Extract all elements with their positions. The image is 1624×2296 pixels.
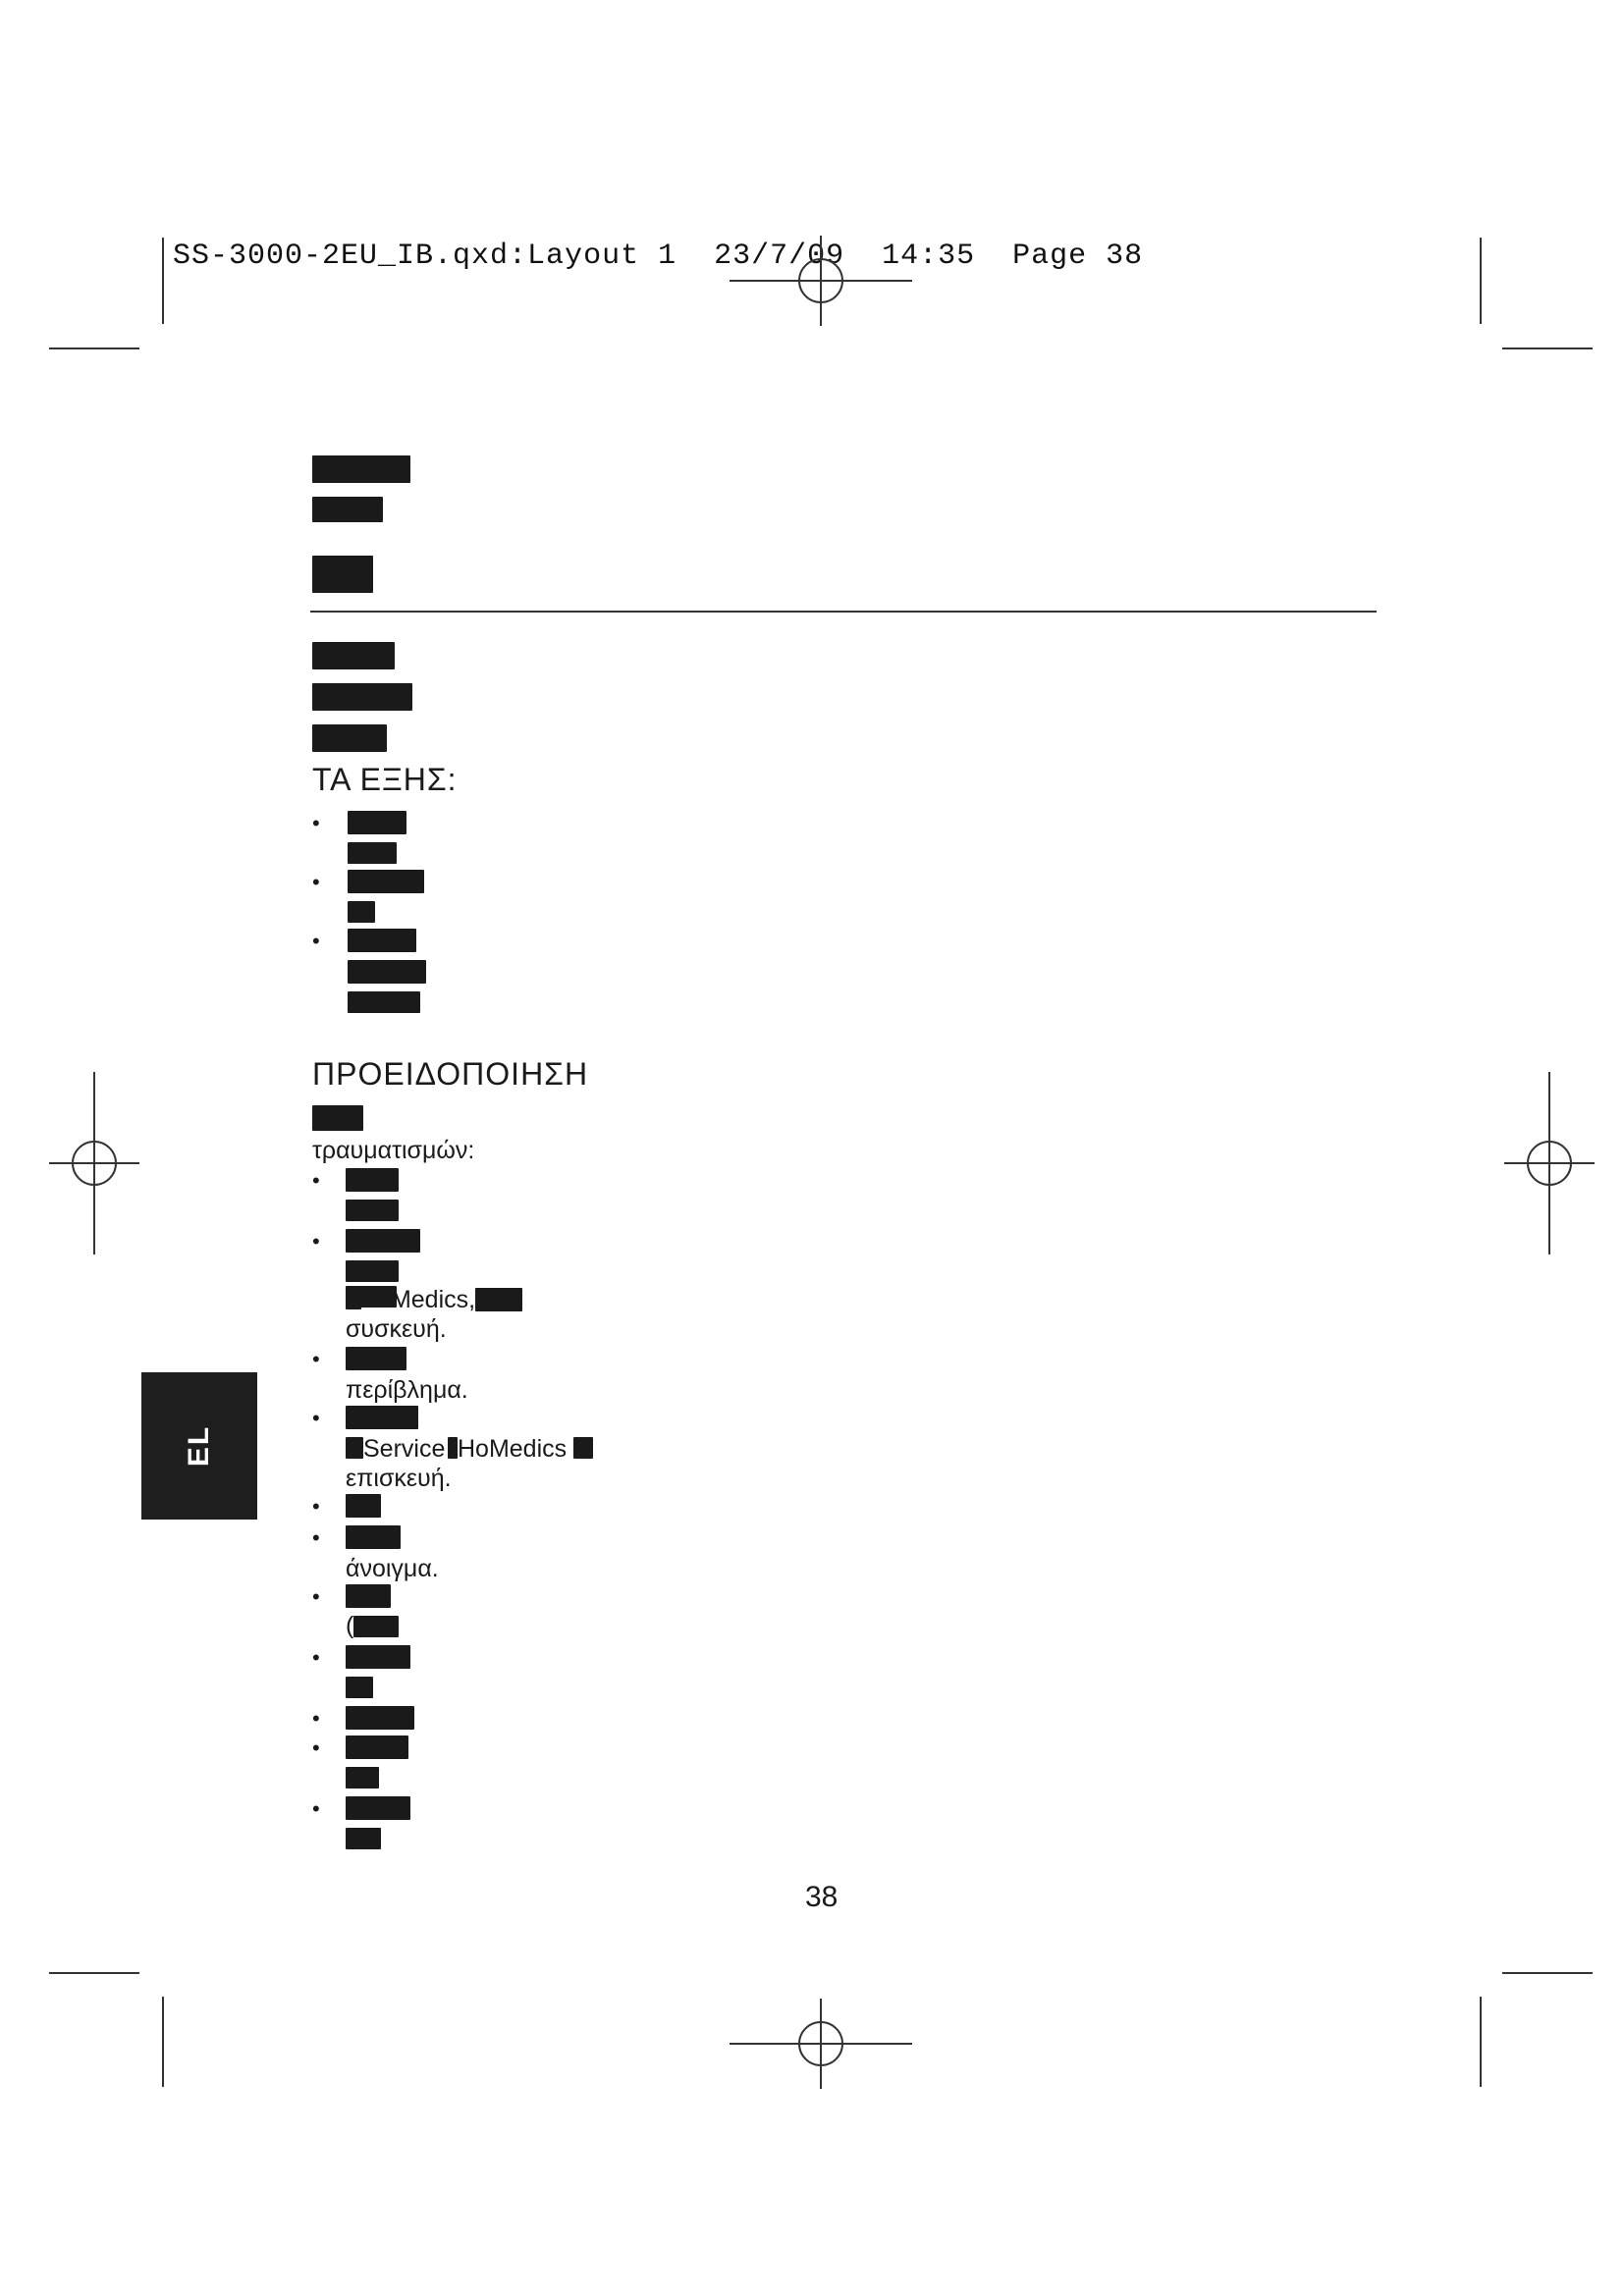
- language-tab: [141, 1372, 257, 1520]
- brand-name: HoMedics,: [359, 1286, 476, 1313]
- bullet: •: [312, 1645, 320, 1670]
- garbled-text: [346, 1437, 363, 1459]
- bullet: •: [312, 811, 320, 835]
- bullet: •: [312, 870, 320, 894]
- bullet: •: [312, 1706, 320, 1731]
- crop-mark: [49, 347, 139, 349]
- text-fragment: επισκευή.: [346, 1465, 452, 1492]
- garbled-text: [448, 1437, 458, 1459]
- garbled-text: [346, 1525, 401, 1549]
- text-fragment: συσκευή.: [346, 1315, 447, 1343]
- garbled-text: [312, 556, 373, 593]
- bullet: •: [312, 1229, 320, 1254]
- crop-mark: [1502, 1972, 1593, 1974]
- garbled-text: [346, 1229, 420, 1253]
- text-fragment: περίβλημα.: [346, 1376, 468, 1404]
- registration-mark-bottom: [730, 1999, 912, 2089]
- language-tab-label: EL: [183, 1424, 215, 1468]
- garbled-text: [348, 811, 406, 834]
- brand-name: HoMedics: [458, 1435, 568, 1463]
- bullet: •: [312, 1584, 320, 1609]
- garbled-text: [312, 683, 412, 711]
- registration-mark-right: [1504, 1072, 1595, 1255]
- crop-mark: [49, 1972, 139, 1974]
- crop-mark: [1480, 1997, 1482, 2087]
- garbled-text: [346, 1828, 381, 1849]
- text-fragment: άνοιγμα.: [346, 1555, 439, 1582]
- garbled-text: [348, 960, 426, 984]
- garbled-text: [312, 1105, 363, 1131]
- registration-mark-top: [730, 236, 912, 326]
- garbled-text: [348, 929, 416, 952]
- garbled-text: [346, 1406, 418, 1429]
- crop-mark: [162, 238, 164, 324]
- garbled-text: [346, 1260, 399, 1282]
- print-slug: SS-3000-2EU_IB.qxd:Layout 1 23/7/09 14:35 Page 38: [173, 240, 1144, 273]
- garbled-text: [348, 991, 420, 1013]
- page-number: 38: [805, 1881, 839, 1913]
- bullet: •: [312, 1494, 320, 1519]
- garbled-text: [346, 1200, 399, 1221]
- text-fragment: Service: [363, 1435, 446, 1463]
- garbled-text: [346, 1584, 391, 1608]
- text-fragment: (: [346, 1612, 354, 1639]
- garbled-text: [348, 870, 424, 893]
- intro-heading-tail: ΤΑ ΕΞΗΣ:: [312, 762, 458, 797]
- bullet: •: [312, 1796, 320, 1821]
- bullet: •: [312, 1347, 320, 1371]
- garbled-text: [348, 842, 397, 864]
- garbled-text: [573, 1437, 593, 1459]
- garbled-text: [312, 642, 395, 669]
- garbled-text: [312, 497, 383, 522]
- garbled-text: [475, 1288, 522, 1311]
- crop-mark: [1502, 347, 1593, 349]
- garbled-text: [346, 1168, 399, 1192]
- garbled-text: [353, 1616, 399, 1637]
- crop-mark: [162, 1997, 164, 2087]
- garbled-text: [346, 1796, 410, 1820]
- bullet: •: [312, 1735, 320, 1760]
- garbled-text: [346, 1645, 410, 1669]
- bullet: •: [312, 1168, 320, 1193]
- garbled-text: [346, 1347, 406, 1370]
- garbled-text: [312, 724, 387, 752]
- garbled-text: [346, 1735, 408, 1759]
- garbled-text: [346, 1494, 381, 1518]
- bullet: •: [312, 1406, 320, 1430]
- garbled-text: [348, 901, 375, 923]
- crop-mark: [1480, 238, 1482, 324]
- bullet: •: [312, 929, 320, 953]
- garbled-text: [312, 455, 410, 483]
- warning-title: ΠΡΟΕΙΔΟΠΟΙΗΣΗ: [312, 1056, 589, 1092]
- garbled-text: [346, 1767, 379, 1789]
- warning-intro-tail: τραυματισμών:: [312, 1137, 475, 1164]
- garbled-text: [346, 1706, 414, 1730]
- bullet: •: [312, 1525, 320, 1550]
- garbled-text: [346, 1677, 373, 1698]
- registration-mark-left: [49, 1072, 139, 1255]
- section-divider: [310, 611, 1377, 613]
